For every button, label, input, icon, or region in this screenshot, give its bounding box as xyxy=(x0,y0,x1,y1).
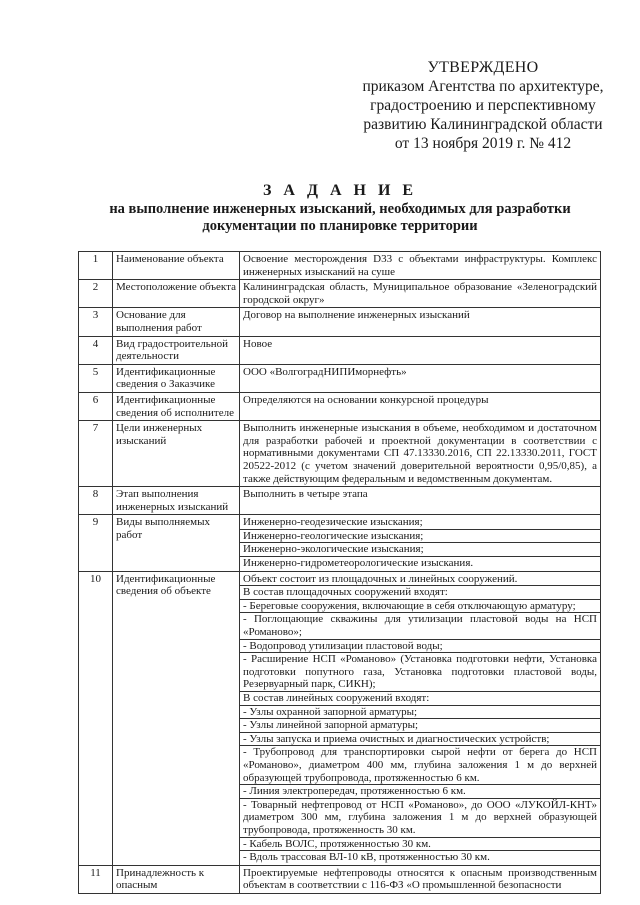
row-name: Цели инженерных изысканий xyxy=(113,421,240,487)
list-item: - Узлы линейной запорной арматуры; xyxy=(240,718,600,732)
row-number: 11 xyxy=(79,865,113,893)
list-item: - Трубопровод для транспортировки сырой нефти от берега до НСП «Романово», диаметром 400 мм, глубина заложения 1 м до верхней образующей трубопровода, протяженностью 6 км. xyxy=(240,745,600,784)
title-line: документации по планировке территории xyxy=(202,218,478,234)
row-value: Калининградская область, Муниципальное образование «Зеленоградский городской округ» xyxy=(240,280,601,308)
table-row xyxy=(79,252,601,280)
row-name: Идентификационные сведения об исполнителе xyxy=(113,392,240,420)
table-row xyxy=(79,515,601,571)
approval-line: приказом Агентства по архитектуре, xyxy=(362,78,604,95)
row-name: Основание для выполнения работ xyxy=(113,308,240,336)
row-number: 2 xyxy=(79,280,113,308)
document-title xyxy=(60,181,620,235)
table-row xyxy=(79,364,601,392)
list-item: - Водопровод утилизации пластовой воды; xyxy=(240,639,600,653)
approval-stamp xyxy=(358,58,608,153)
row-value-list xyxy=(240,571,601,865)
row-number: 10 xyxy=(79,571,113,865)
task-table xyxy=(78,251,601,894)
row-number: 3 xyxy=(79,308,113,336)
list-item: - Поглощающие скважины для утилизации пластовой воды на НСП «Романово»; xyxy=(240,612,600,638)
table-row xyxy=(79,308,601,336)
approval-line: развитию Калининградской области xyxy=(363,116,603,133)
list-item: - Узлы охранной запорной арматуры; xyxy=(240,705,600,719)
row-name: Местоположение объекта xyxy=(113,280,240,308)
table-row xyxy=(79,487,601,515)
row-name: Идентификационные сведения о Заказчике xyxy=(113,364,240,392)
row-number: 4 xyxy=(79,336,113,364)
table-row xyxy=(79,865,601,893)
list-item: Объект состоит из площадочных и линейных сооружений. xyxy=(243,572,518,585)
row-name: Наименование объекта xyxy=(113,252,240,280)
row-name: Виды выполняемых работ xyxy=(113,515,240,571)
row-value: Выполнить инженерные изыскания в объеме, необходимом и достаточном для разработки рабочей и проектной документации в соответствии с нормативными документами СП 47.13330.2016, СП 22.13330.2011, ГОСТ 20522-2012 (с учетом значений доверительной вероятности 0,95/0,85), а также действующим федеральным и ведомственным документам. xyxy=(240,421,601,487)
row-value: Новое xyxy=(240,336,601,364)
table-row xyxy=(79,571,601,865)
approval-heading: УТВЕРЖДЕНО xyxy=(427,59,539,76)
title-word: З А Д А Н И Е xyxy=(262,182,418,199)
list-item: Инженерно-геологические изыскания; xyxy=(240,529,600,543)
row-number: 8 xyxy=(79,487,113,515)
row-number: 7 xyxy=(79,421,113,487)
list-item: - Кабель ВОЛС, протяженностью 30 км. xyxy=(240,837,600,851)
row-number: 5 xyxy=(79,364,113,392)
list-item: В состав линейных сооружений входят: xyxy=(240,691,600,705)
table-row xyxy=(79,336,601,364)
row-value: Освоение месторождения D33 с объектами инфраструктуры. Комплекс инженерных изысканий на суше xyxy=(240,252,601,280)
row-value-list xyxy=(240,515,601,571)
list-item: - Береговые сооружения, включающие в себя отключающую арматуру; xyxy=(240,599,600,613)
row-name: Вид градостроительной деятельности xyxy=(113,336,240,364)
row-value: Договор на выполнение инженерных изысканий xyxy=(240,308,601,336)
row-name: Этап выполнения инженерных изысканий xyxy=(113,487,240,515)
list-item: - Товарный нефтепровод от НСП «Романово», до ООО «ЛУКОЙЛ-КНТ» диаметром 300 мм, глубина заложения 1 м до верхней образующей трубопровода, протяженность 30 км. xyxy=(240,798,600,837)
approval-line: от 13 ноября 2019 г. № 412 xyxy=(394,135,572,152)
title-line: на выполнение инженерных изысканий, необходимых для разработки xyxy=(109,201,571,217)
row-value: Определяются на основании конкурсной процедуры xyxy=(240,392,601,420)
row-number: 1 xyxy=(79,252,113,280)
row-value: Выполнить в четыре этапа xyxy=(240,487,601,515)
table-row xyxy=(79,421,601,487)
list-item: В состав площадочных сооружений входят: xyxy=(240,585,600,599)
row-value: ООО «ВолгоградНИПИморнефть» xyxy=(240,364,601,392)
list-item: - Расширение НСП «Романово» (Установка подготовки нефти, Установка подготовки попутного газа, Установка подготовки пластовой воды, Резервуарный парк, СИКН); xyxy=(240,652,600,691)
row-number: 6 xyxy=(79,392,113,420)
row-number: 9 xyxy=(79,515,113,571)
table-row xyxy=(79,392,601,420)
list-item: Инженерно-гидрометеорологические изыскания. xyxy=(240,556,600,570)
list-item: - Линия электропередач, протяженностью 6 км. xyxy=(240,784,600,798)
row-name: Принадлежность к опасным xyxy=(113,865,240,893)
table-row xyxy=(79,280,601,308)
row-name: Идентификационные сведения об объекте xyxy=(113,571,240,865)
approval-line: градостроению и перспективному xyxy=(370,97,596,114)
list-item: Инженерно-экологические изыскания; xyxy=(240,542,600,556)
list-item: Инженерно-геодезические изыскания; xyxy=(243,516,423,529)
list-item: - Вдоль трассовая ВЛ-10 кВ, протяженностью 30 км. xyxy=(240,850,600,864)
list-item: - Узлы запуска и приема очистных и диагностических устройств; xyxy=(240,732,600,746)
row-value: Проектируемые нефтепроводы относятся к опасным производственным объектам в соответствии с 116-ФЗ «О промышленной безопасности xyxy=(240,865,601,893)
